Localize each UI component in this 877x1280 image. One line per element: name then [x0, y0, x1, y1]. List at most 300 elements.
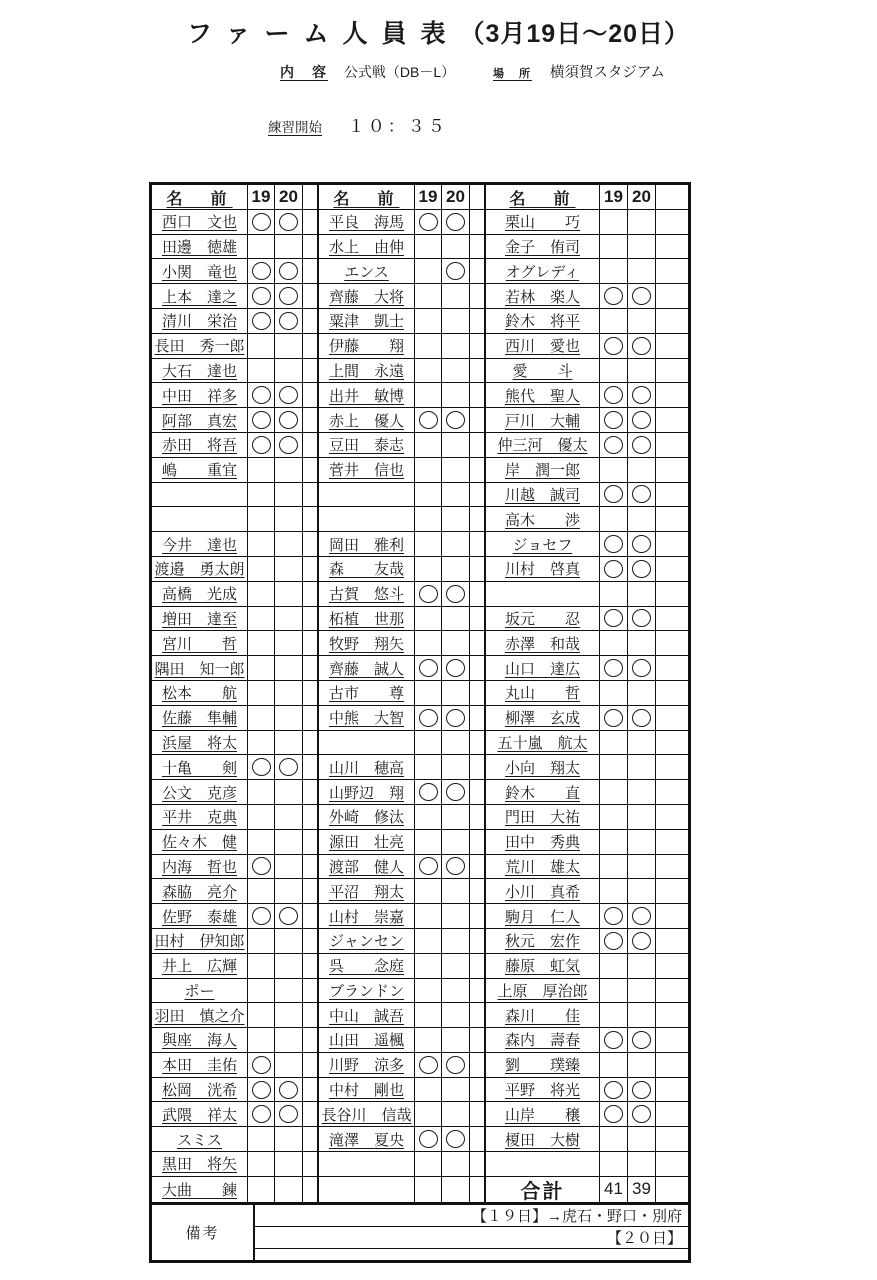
- mark-cell-20: [628, 383, 656, 408]
- spacer-cell: [303, 805, 319, 830]
- mark-cell-20: [628, 1102, 656, 1127]
- mark-cell-19: [415, 383, 442, 408]
- player-name-cell: [319, 284, 415, 309]
- player-name-cell: [152, 631, 248, 656]
- mark-cell-19: [248, 1177, 275, 1202]
- circle-mark-19: [252, 213, 271, 231]
- mark-cell-20: [442, 656, 470, 681]
- spacer-cell: [656, 731, 688, 756]
- circle-mark-20: [279, 213, 298, 231]
- spacer-cell: [470, 1102, 486, 1127]
- circle-mark-20: [279, 758, 298, 776]
- player-name-cell: [319, 309, 415, 334]
- mark-cell-20: [442, 309, 470, 334]
- circle-mark-20: [279, 907, 298, 925]
- circle-mark-19: [419, 1130, 438, 1148]
- player-name: 森内 壽春: [504, 1032, 580, 1050]
- player-name-cell: [319, 1152, 415, 1177]
- player-name: 佐野 泰雄: [161, 908, 237, 926]
- player-name-cell: [319, 557, 415, 582]
- player-name-cell: [486, 904, 600, 929]
- mark-cell-20: [275, 259, 303, 284]
- player-name: 上間 永遠: [328, 362, 404, 380]
- content-label: 内 容: [280, 64, 328, 80]
- player-name-cell: [486, 879, 600, 904]
- mark-cell-19: [248, 383, 275, 408]
- player-name: 鈴木 直: [504, 784, 580, 802]
- spacer-cell: [656, 1127, 688, 1152]
- mark-cell-20: [442, 1053, 470, 1078]
- mark-cell-19: [600, 259, 628, 284]
- mark-cell-20: [628, 259, 656, 284]
- player-name: 佐藤 隼輔: [161, 710, 237, 728]
- player-name: 赤田 将吾: [161, 437, 237, 455]
- player-name: 赤澤 和哉: [504, 635, 580, 653]
- player-name: 外崎 修汰: [328, 809, 404, 827]
- spacer-cell: [303, 582, 319, 607]
- mark-cell-20: [442, 1177, 470, 1202]
- spacer-cell: [470, 483, 486, 508]
- player-name-cell: [152, 383, 248, 408]
- player-name: 上原 厚治郎: [497, 982, 588, 1000]
- player-name-cell: [152, 1127, 248, 1152]
- spacer-cell: [303, 656, 319, 681]
- mark-cell-20: [275, 408, 303, 433]
- spacer-cell: [303, 879, 319, 904]
- mark-cell-20: [442, 929, 470, 954]
- player-name: 秋元 宏作: [504, 933, 580, 951]
- mark-cell-19: [600, 532, 628, 557]
- player-name-cell: [486, 532, 600, 557]
- mark-cell-19: [415, 1053, 442, 1078]
- player-name: 田邊 徳雄: [161, 238, 237, 256]
- player-name-cell: [486, 259, 600, 284]
- mark-cell-19: [248, 1053, 275, 1078]
- player-name-cell: [152, 210, 248, 235]
- spacer-cell: [470, 731, 486, 756]
- roster-group-3: [486, 185, 688, 1202]
- player-name-cell: [152, 681, 248, 706]
- meta-line-content-place: [280, 61, 665, 82]
- mark-cell-19: [600, 210, 628, 235]
- practice-start-time: １０：３５: [347, 117, 448, 136]
- circle-mark-20: [279, 1105, 298, 1123]
- circle-mark-19: [419, 783, 438, 801]
- spacer-cell: [303, 979, 319, 1004]
- mark-cell-20: [628, 408, 656, 433]
- player-name: 山岸 穣: [504, 1106, 580, 1124]
- mark-cell-20: [442, 532, 470, 557]
- player-name: 公文 克彦: [161, 784, 237, 802]
- mark-cell-19: [248, 557, 275, 582]
- mark-cell-19: [248, 359, 275, 384]
- circle-mark-19: [604, 1081, 623, 1099]
- spacer-cell: [303, 607, 319, 632]
- mark-cell-20: [275, 954, 303, 979]
- mark-cell-19: [600, 755, 628, 780]
- spacer-cell: [303, 235, 319, 260]
- player-name-cell: [152, 582, 248, 607]
- spacer-cell: [470, 780, 486, 805]
- player-name: 松本 航: [161, 685, 237, 703]
- spacer-cell: [656, 532, 688, 557]
- player-name-cell: [319, 1028, 415, 1053]
- player-name-cell: [152, 284, 248, 309]
- mark-cell-19: [248, 631, 275, 656]
- circle-mark-19: [604, 535, 623, 553]
- spacer-cell: [470, 507, 486, 532]
- mark-cell-19: [415, 507, 442, 532]
- player-name-cell: [486, 458, 600, 483]
- day20-column-header: 20: [442, 185, 470, 210]
- spacer-cell: [470, 706, 486, 731]
- roster-table: [149, 182, 691, 1205]
- day19-column-header: 19: [600, 185, 628, 210]
- player-name: 嶋 重宜: [161, 462, 237, 480]
- mark-cell-19: [600, 359, 628, 384]
- player-name-cell: [319, 1127, 415, 1152]
- spacer-cell: [470, 284, 486, 309]
- spacer-column-header: [656, 185, 688, 210]
- spacer-cell: [470, 681, 486, 706]
- mark-cell-20: [275, 284, 303, 309]
- player-name: 中村 剛也: [328, 1082, 404, 1100]
- mark-cell-19: [415, 879, 442, 904]
- spacer-cell: [656, 1028, 688, 1053]
- player-name: 中熊 大智: [328, 710, 404, 728]
- title-main: ファーム人員表: [186, 20, 460, 48]
- mark-cell-19: [415, 458, 442, 483]
- spacer-cell: [470, 309, 486, 334]
- spacer-cell: [303, 706, 319, 731]
- mark-cell-19: [415, 235, 442, 260]
- player-name: 與座 海人: [161, 1032, 237, 1050]
- player-name-cell: [152, 235, 248, 260]
- spacer-cell: [470, 334, 486, 359]
- spacer-cell: [656, 656, 688, 681]
- mark-cell-20: [628, 780, 656, 805]
- spacer-cell: [656, 706, 688, 731]
- player-name-cell: [319, 334, 415, 359]
- player-name-cell: [152, 483, 248, 508]
- mark-cell-19: [248, 408, 275, 433]
- mark-cell-19: [415, 904, 442, 929]
- spacer-cell: [303, 408, 319, 433]
- mark-cell-20: [275, 582, 303, 607]
- spacer-cell: [303, 284, 319, 309]
- player-name-cell: [486, 954, 600, 979]
- spacer-cell: [303, 259, 319, 284]
- circle-mark-19: [419, 857, 438, 875]
- player-name: ポー: [184, 982, 215, 1000]
- circle-mark-19: [252, 411, 271, 429]
- player-name-cell: [486, 284, 600, 309]
- mark-cell-20: [275, 359, 303, 384]
- circle-mark-19: [252, 436, 271, 454]
- spacer-cell: [303, 780, 319, 805]
- spacer-cell: [656, 582, 688, 607]
- circle-mark-19: [252, 1056, 271, 1074]
- player-name: 小向 翔太: [504, 759, 580, 777]
- player-name-cell: [486, 557, 600, 582]
- player-name: ブランドン: [328, 982, 404, 1000]
- mark-cell-19: [415, 631, 442, 656]
- player-name: 古賀 悠斗: [328, 586, 404, 604]
- mark-cell-20: [275, 879, 303, 904]
- total-value-19-cell: [600, 1177, 628, 1202]
- player-name: 今井 達也: [161, 536, 237, 554]
- player-name-cell: [486, 1003, 600, 1028]
- player-name-cell: [152, 830, 248, 855]
- player-name-cell: [152, 1152, 248, 1177]
- mark-cell-19: [600, 507, 628, 532]
- mark-cell-20: [275, 929, 303, 954]
- mark-cell-20: [628, 334, 656, 359]
- remarks-line-day19: 【１９日】→虎石・野口・別府: [255, 1205, 688, 1227]
- spacer-cell: [470, 929, 486, 954]
- circle-mark-19: [604, 485, 623, 503]
- circle-mark-19: [604, 560, 623, 578]
- spacer-cell: [470, 954, 486, 979]
- spacer-cell: [656, 334, 688, 359]
- player-name: 増田 達至: [161, 610, 237, 628]
- player-name-cell: [152, 780, 248, 805]
- mark-cell-20: [628, 755, 656, 780]
- player-name-cell: [319, 1177, 415, 1202]
- spacer-cell: [656, 483, 688, 508]
- mark-cell-19: [415, 309, 442, 334]
- day19-column-header: 19: [415, 185, 442, 210]
- mark-cell-19: [415, 210, 442, 235]
- spacer-cell: [470, 1177, 486, 1202]
- circle-mark-19: [252, 312, 271, 330]
- mark-cell-19: [415, 1028, 442, 1053]
- mark-cell-20: [628, 359, 656, 384]
- mark-cell-20: [442, 433, 470, 458]
- mark-cell-19: [248, 1102, 275, 1127]
- mark-cell-19: [248, 805, 275, 830]
- player-name: 坂元 忍: [504, 610, 580, 628]
- player-name: 清川 栄治: [161, 313, 237, 331]
- player-name-cell: [486, 383, 600, 408]
- player-name: 丸山 哲: [504, 685, 580, 703]
- player-name: 森脇 亮介: [161, 883, 237, 901]
- name-column-header: [486, 185, 600, 210]
- player-name-cell: [319, 1003, 415, 1028]
- mark-cell-20: [628, 532, 656, 557]
- mark-cell-19: [600, 557, 628, 582]
- circle-mark-19: [604, 609, 623, 627]
- player-name: 戸川 大輔: [504, 412, 580, 430]
- circle-mark-20: [632, 932, 651, 950]
- player-name-cell: [152, 433, 248, 458]
- spacer-cell: [303, 954, 319, 979]
- player-name-cell: [152, 855, 248, 880]
- player-name-cell: [152, 1053, 248, 1078]
- spacer-cell: [303, 210, 319, 235]
- player-name: 森川 佳: [504, 1007, 580, 1025]
- mark-cell-19: [248, 755, 275, 780]
- circle-mark-20: [632, 535, 651, 553]
- mark-cell-20: [275, 631, 303, 656]
- mark-cell-20: [628, 235, 656, 260]
- mark-cell-19: [600, 1078, 628, 1103]
- mark-cell-20: [275, 309, 303, 334]
- player-name-cell: [319, 1102, 415, 1127]
- mark-cell-19: [600, 235, 628, 260]
- mark-cell-19: [415, 855, 442, 880]
- player-name-cell: [486, 1102, 600, 1127]
- mark-cell-20: [628, 929, 656, 954]
- spacer-cell: [656, 755, 688, 780]
- circle-mark-20: [446, 585, 465, 603]
- player-name: 榎田 大樹: [504, 1131, 580, 1149]
- mark-cell-19: [415, 780, 442, 805]
- spacer-cell: [303, 1152, 319, 1177]
- player-name-cell: [152, 557, 248, 582]
- mark-cell-19: [248, 1127, 275, 1152]
- mark-cell-20: [275, 235, 303, 260]
- mark-cell-20: [628, 458, 656, 483]
- mark-cell-19: [600, 706, 628, 731]
- mark-cell-20: [275, 1053, 303, 1078]
- mark-cell-20: [275, 1028, 303, 1053]
- player-name: 山野辺 翔: [328, 784, 404, 802]
- spacer-cell: [303, 1127, 319, 1152]
- player-name: 山村 崇嘉: [328, 908, 404, 926]
- mark-cell-20: [628, 1053, 656, 1078]
- circle-mark-19: [419, 659, 438, 677]
- player-name-cell: [486, 855, 600, 880]
- remarks-label: 備考: [152, 1205, 255, 1260]
- player-name-cell: [319, 780, 415, 805]
- day19-column-header: 19: [248, 185, 275, 210]
- mark-cell-20: [628, 656, 656, 681]
- player-name: 羽田 慎之介: [154, 1007, 245, 1025]
- mark-cell-19: [600, 929, 628, 954]
- spacer-cell: [303, 1102, 319, 1127]
- mark-cell-20: [442, 731, 470, 756]
- player-name-cell: [152, 1177, 248, 1202]
- player-name-cell: [152, 929, 248, 954]
- spacer-cell: [470, 210, 486, 235]
- mark-cell-19: [248, 309, 275, 334]
- player-name-cell: [486, 1028, 600, 1053]
- mark-cell-19: [415, 334, 442, 359]
- mark-cell-20: [628, 607, 656, 632]
- mark-cell-19: [248, 433, 275, 458]
- spacer-cell: [656, 259, 688, 284]
- player-name-cell: [319, 359, 415, 384]
- name-column-header: [152, 185, 248, 210]
- mark-cell-20: [628, 284, 656, 309]
- circle-mark-20: [632, 560, 651, 578]
- player-name: 柘植 世那: [328, 610, 404, 628]
- spacer-cell: [470, 582, 486, 607]
- player-name-cell: [152, 607, 248, 632]
- name-column-header: [319, 185, 415, 210]
- player-name: 山田 遥楓: [328, 1032, 404, 1050]
- mark-cell-19: [248, 830, 275, 855]
- mark-cell-19: [600, 483, 628, 508]
- mark-cell-19: [415, 929, 442, 954]
- circle-mark-19: [252, 1081, 271, 1099]
- circle-mark-20: [632, 337, 651, 355]
- player-name-cell: [486, 631, 600, 656]
- mark-cell-20: [442, 359, 470, 384]
- spacer-cell: [656, 1003, 688, 1028]
- circle-mark-19: [604, 411, 623, 429]
- player-name-cell: [152, 1028, 248, 1053]
- player-name: 滝澤 夏央: [328, 1131, 404, 1149]
- player-name: 出井 敏博: [328, 387, 404, 405]
- mark-cell-20: [628, 1127, 656, 1152]
- player-name: 平井 克典: [161, 809, 237, 827]
- mark-cell-19: [415, 259, 442, 284]
- player-name: ジョセフ: [512, 536, 573, 554]
- spacer-cell: [303, 433, 319, 458]
- mark-cell-19: [415, 1102, 442, 1127]
- player-name-cell: [319, 929, 415, 954]
- player-name: 内海 哲也: [161, 858, 237, 876]
- player-name-cell: [319, 855, 415, 880]
- spacer-cell: [656, 507, 688, 532]
- spacer-cell: [470, 631, 486, 656]
- name-header-label: 名 前: [166, 190, 233, 208]
- mark-cell-20: [442, 334, 470, 359]
- roster-group-1: [152, 185, 319, 1202]
- player-name: 上本 達之: [161, 288, 237, 306]
- mark-cell-20: [442, 780, 470, 805]
- mark-cell-20: [628, 507, 656, 532]
- mark-cell-20: [628, 433, 656, 458]
- mark-cell-20: [275, 532, 303, 557]
- player-name-cell: [319, 979, 415, 1004]
- player-name-cell: [486, 582, 600, 607]
- circle-mark-20: [632, 609, 651, 627]
- player-name-cell: [319, 582, 415, 607]
- player-name: 古市 尊: [328, 685, 404, 703]
- mark-cell-19: [600, 1152, 628, 1177]
- mark-cell-19: [248, 904, 275, 929]
- spacer-cell: [303, 1003, 319, 1028]
- remarks-section: [149, 1205, 691, 1263]
- player-name: スミス: [176, 1131, 222, 1149]
- player-name: 柳澤 玄成: [504, 710, 580, 728]
- player-name-cell: [319, 1053, 415, 1078]
- mark-cell-19: [248, 235, 275, 260]
- circle-mark-19: [419, 585, 438, 603]
- mark-cell-19: [415, 408, 442, 433]
- player-name-cell: [486, 408, 600, 433]
- player-name: 浜屋 将太: [161, 734, 237, 752]
- mark-cell-19: [248, 929, 275, 954]
- player-name: 藤原 虹気: [504, 958, 580, 976]
- circle-mark-19: [252, 1105, 271, 1123]
- spacer-cell: [656, 681, 688, 706]
- mark-cell-19: [600, 954, 628, 979]
- circle-mark-19: [604, 337, 623, 355]
- mark-cell-20: [442, 458, 470, 483]
- place-label: 場 所: [493, 68, 533, 80]
- mark-cell-19: [248, 483, 275, 508]
- circle-mark-19: [604, 932, 623, 950]
- mark-cell-19: [600, 1127, 628, 1152]
- spacer-cell: [470, 557, 486, 582]
- mark-cell-19: [600, 904, 628, 929]
- circle-mark-20: [632, 386, 651, 404]
- player-name-cell: [486, 979, 600, 1004]
